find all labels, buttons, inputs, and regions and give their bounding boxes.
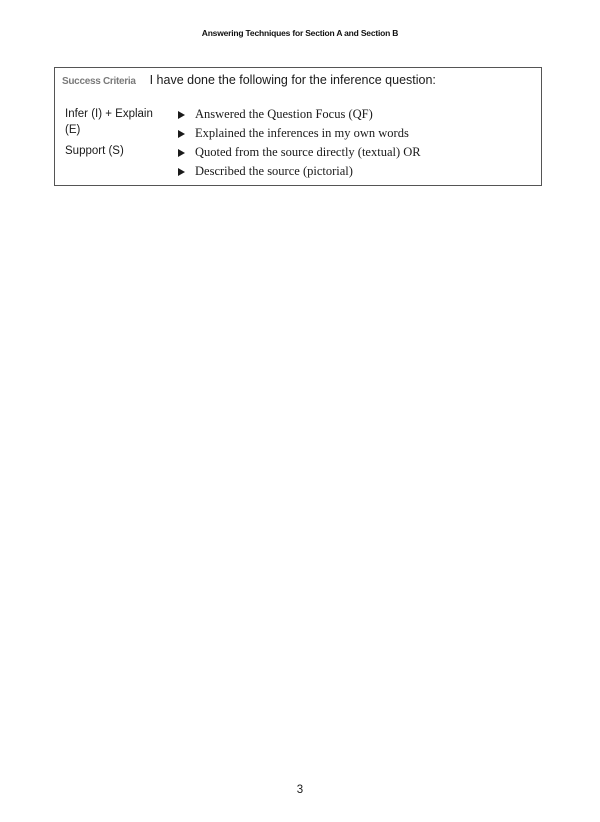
checklist-item — [178, 162, 528, 181]
checklist-item-text: Quoted from the source directly (textual) OR — [195, 145, 421, 159]
triangle-bullet-icon — [178, 149, 185, 157]
checklist-item — [178, 143, 528, 162]
success-criteria-tag: Success Criteria — [62, 76, 136, 87]
success-criteria-box — [54, 67, 542, 186]
label-infer-explain: Infer (I) + Explain (E) — [65, 108, 153, 136]
checklist-item — [178, 105, 528, 124]
checklist-item-text: Explained the inferences in my own words — [195, 126, 409, 140]
criteria-heading — [62, 73, 436, 87]
criteria-heading-text: I have done the following for the inference question: — [149, 73, 436, 87]
triangle-bullet-icon — [178, 130, 185, 138]
label-support: Support (S) — [65, 145, 124, 157]
triangle-bullet-icon — [178, 111, 185, 119]
checklist-item-text: Answered the Question Focus (QF) — [195, 107, 373, 121]
checklist-item-text: Described the source (pictorial) — [195, 164, 353, 178]
criteria-checklist — [178, 105, 528, 181]
triangle-bullet-icon — [178, 168, 185, 176]
checklist-item — [178, 124, 528, 143]
criteria-labels — [65, 106, 165, 159]
running-header: Answering Techniques for Section A and Section B — [201, 28, 399, 38]
page-number: 3 — [296, 784, 304, 796]
